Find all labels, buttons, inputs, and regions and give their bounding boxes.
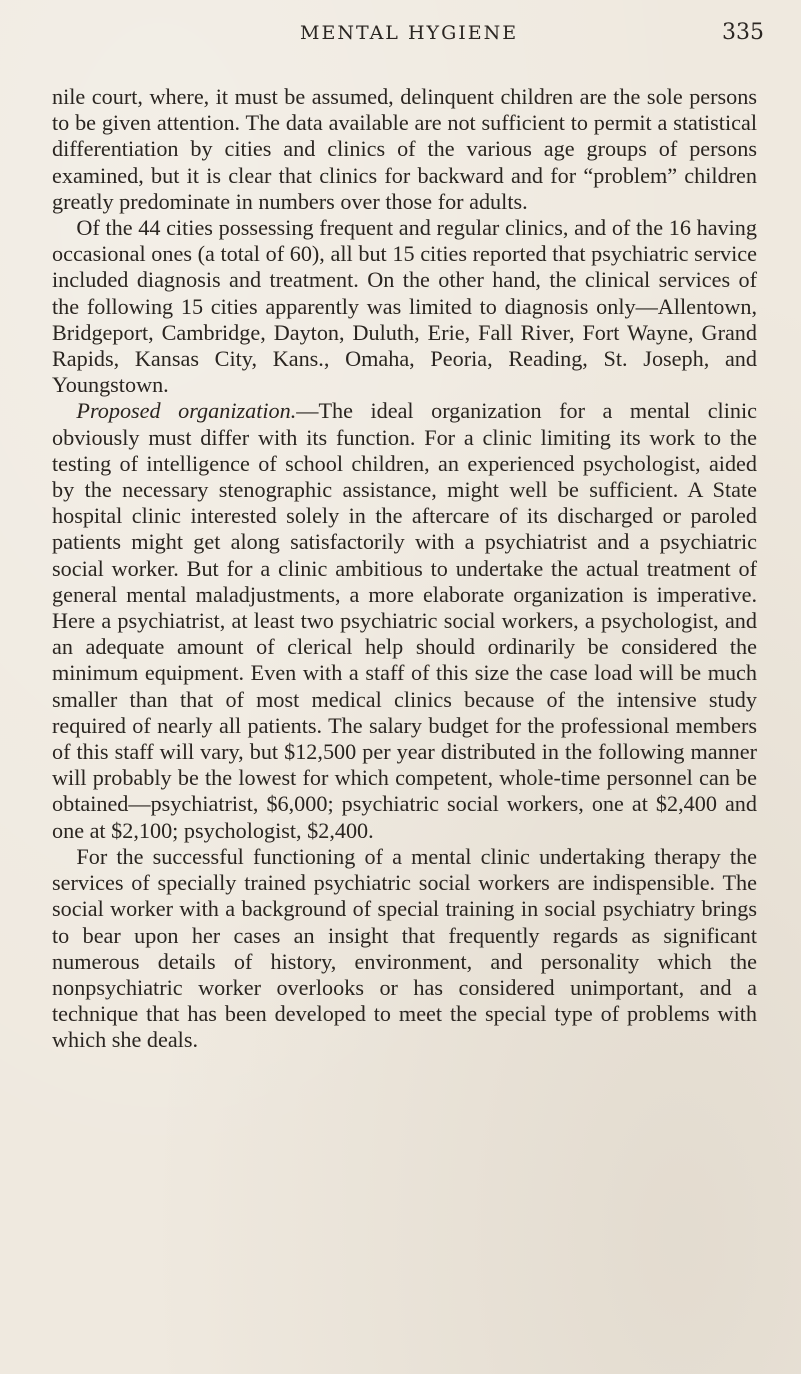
section-heading: Proposed organization. xyxy=(76,398,297,424)
paragraph-text: —The ideal organization for a mental clinic obviously must differ with its function. For a clinic limiting its work to the testing of intelligence of school children, an experienced psychologist, aided by the necessary stenographic assistance, might well be sufficient. A State hospital clinic interested solely in the aftercare of its discharged or paroled patients might get along satisfactorily with a psychiatrist and a psychiatric social worker. But for a clinic ambitious to undertake the actual treatment of general mental maladjustments, a more elaborate organization is imperative. Here a psychiatrist, at least two psychiatric social workers, a psychologist, and an adequate amount of clerical help should ordinarily be considered the minimum equipment. Even with a staff of this size the case load will be much smaller than that of most medical clinics because of the intensive study required of nearly all patients. The salary budget for the professional members of this staff will vary, but $12,500 per year distributed in the following manner will probably be the lowest for which competent, whole-time personnel can be obtained—psychiatrist, $6,000; psychiatric social workers, one at $2,400 and one at $2,100; psychologist, $2,400. xyxy=(52,398,757,843)
paragraph-proposed-organization xyxy=(52,398,757,843)
paragraph-cities-services xyxy=(52,215,757,398)
paragraph-juvenile-court xyxy=(52,84,757,215)
body-text xyxy=(52,84,757,1054)
page-number: 335 xyxy=(722,20,764,45)
paragraph-text: Of the 44 cities possessing frequent and regular clinics, and of the 16 having occasional ones (a total of 60), all but 15 cities reported that psychiatric service included diagnosis and treatment. On the other hand, the clinical services of the following 15 cities apparently was limited to diagnosis only—Allentown, Bridgeport, Cambridge, Dayton, Duluth, Erie, Fall River, Fort Wayne, Grand Rapids, Kansas City, Kans., Omaha, Peoria, Reading, St. Joseph, and Youngstown. xyxy=(52,215,757,398)
paragraph-text: For the successful functioning of a mental clinic undertaking therapy the services of specially trained psychiatric social workers are indispensible. The social worker with a background of special training in social psychiatry brings to bear upon her cases an insight that frequently regards as significant numerous details of history, environment, and personality which the nonpsychiatric worker overlooks or has considered unimportant, and a technique that has been developed to meet the special type of problems with which she deals. xyxy=(52,843,757,1053)
page-header xyxy=(0,18,801,52)
paragraph-social-workers xyxy=(52,844,757,1054)
paragraph-text: nile court, where, it must be assumed, delinquent children are the sole persons to be given attention. The data available are not sufficient to permit a statistical differentiation by cities and clinics of the various age groups of persons examined, but it is clear that clinics for backward and for “problem” children greatly predominate in numbers over those for adults. xyxy=(52,84,757,214)
running-head: MENTAL HYGIENE xyxy=(300,22,519,44)
